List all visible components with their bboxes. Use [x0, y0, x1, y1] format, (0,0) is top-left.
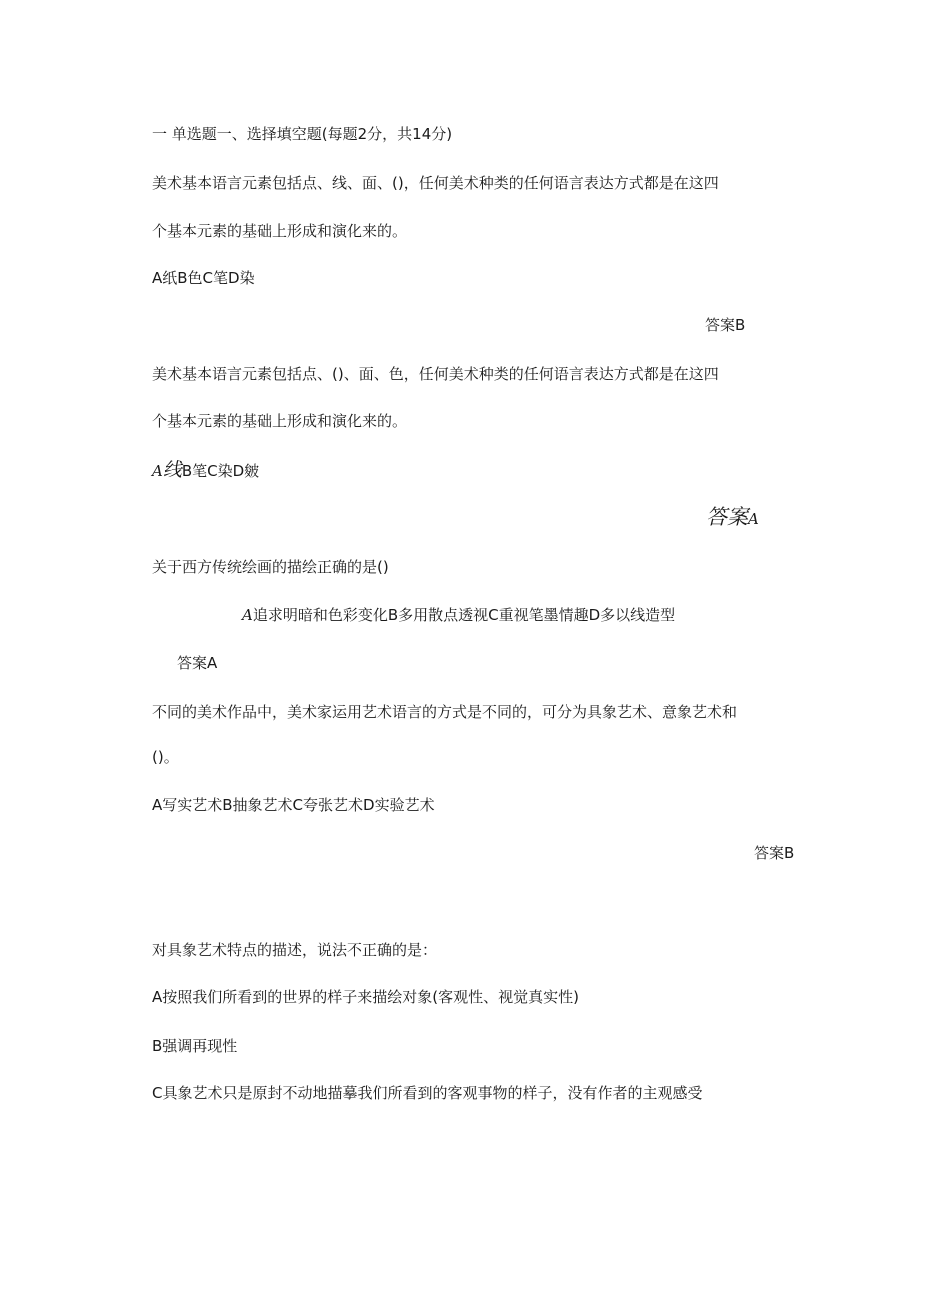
question-2-options [152, 460, 259, 481]
question-4-options: A写实艺术B抽象艺术C夸张艺术D实验艺术 [152, 796, 435, 814]
question-2-option-a-letter: A [152, 462, 163, 480]
question-5-option-b: B强调再现性 [152, 1037, 238, 1055]
question-1-options: A纸B色C笔D染 [152, 269, 255, 287]
question-3-line-1: 关于西方传统绘画的描绘正确的是() [152, 558, 389, 576]
question-1-line-2: 个基本元素的基础上形成和演化来的。 [152, 222, 408, 240]
question-4-answer: 答案B [754, 844, 795, 862]
question-2-answer-letter: A [748, 510, 759, 528]
section-heading: 一 单选题一、选择填空题(每题2分，共14分) [152, 125, 453, 143]
question-2-answer [706, 507, 759, 529]
question-2-option-a-text: 线 [162, 459, 182, 481]
question-2-line-1: 美术基本语言元素包括点、()、面、色，任何美术种类的任何语言表达方式都是在这四 [152, 365, 719, 383]
question-2-answer-text: 答案 [706, 505, 748, 529]
question-1-answer: 答案B [705, 316, 746, 334]
question-5-line-1: 对具象艺术特点的描述，说法不正确的是： [152, 941, 438, 959]
question-5-option-c: C具象艺术只是原封不动地描摹我们所看到的客观事物的样子，没有作者的主观感受 [152, 1084, 703, 1102]
question-4-line-1: 不同的美术作品中，美术家运用艺术语言的方式是不同的，可分为具象艺术、意象艺术和 [152, 703, 738, 721]
question-3-options [242, 605, 675, 625]
question-3-options-rest: 追求明暗和色彩变化B多用散点透视C重视笔墨情趣D多以线造型 [252, 606, 676, 624]
question-3-option-a-letter: A [242, 606, 253, 624]
question-2-line-2: 个基本元素的基础上形成和演化来的。 [152, 412, 408, 430]
question-2-options-rest: B笔C染D皴 [181, 462, 260, 480]
question-4-line-2: ()。 [152, 748, 179, 766]
question-3-answer: 答案A [177, 654, 218, 672]
question-1-line-1: 美术基本语言元素包括点、线、面、()，任何美术种类的任何语言表达方式都是在这四 [152, 174, 719, 192]
question-5-option-a: A按照我们所看到的世界的样子来描绘对象(客观性、视觉真实性) [152, 988, 579, 1006]
